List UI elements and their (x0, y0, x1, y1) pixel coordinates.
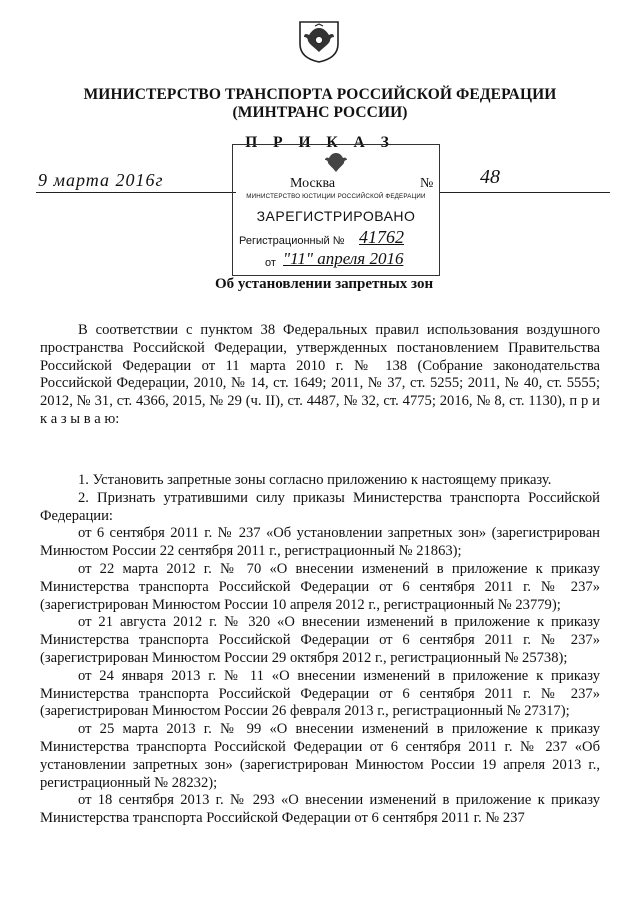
date-underline (36, 192, 236, 193)
ministry-name: МИНИСТЕРСТВО ТРАНСПОРТА РОССИЙСКОЙ ФЕДЕРАЦИИ (83, 86, 557, 103)
stamp-date-prefix: от (265, 257, 276, 269)
order-subject: Об установлении запретных зон (215, 276, 434, 292)
order-item: от 18 сентября 2013 г. № 293 «О внесении изменений в приложение к приказу Министерства транспорта Российской Федерации от 6 сентября 2011 г. № 237 (40, 792, 600, 827)
order-item: 2. Признать утратившими силу приказы Министерства транспорта Российской Федерации: (40, 489, 600, 524)
number-handwritten: 48 (480, 166, 500, 188)
coat-of-arms-emblem (296, 18, 342, 64)
order-item: 1. Установить запретные зоны согласно приложению к настоящему приказу. (78, 472, 552, 488)
eagle-icon (323, 150, 349, 176)
order-item: от 6 сентября 2011 г. № 237 «Об установлении запретных зон» (зарегистрирован Минюстом России 22 сентября 2011 г., регистрационный № 21863); (40, 525, 600, 560)
ministry-abbrev: (МИНТРАНС РОССИИ) (232, 104, 408, 121)
order-item: от 24 января 2013 г. № 11 «О внесении изменений в приложение к приказу Министерства транспорта Российской Федерации от 6 сентября 2011 г. № 237» (зарегистрирован Минюстом России 26 февраля 2013 г., регистрационный № 27317); (40, 667, 600, 720)
registration-stamp (232, 144, 440, 276)
stamp-reg-date: "11" апреля 2016 (283, 249, 404, 268)
stamp-reg-label: Регистрационный № (239, 235, 345, 247)
order-item: от 22 марта 2012 г. № 70 «О внесении изменений в приложение к приказу Министерства транспорта Российской Федерации от 6 сентября 2011 г. № 237» (зарегистрирован Минюстом России 10 апреля 2012 г., регистрационный № 23779); (40, 560, 600, 613)
order-item: от 25 марта 2013 г. № 99 «О внесении изменений в приложение к приказу Министерства транспорта Российской Федерации от 6 сентября 2011 г. № 237 «Об установлении запретных зон» (зарегистрирован Минюстом России 19 апреля 2013 г., регистрационный № 28232); (40, 721, 600, 791)
stamp-issuer: МИНИСТЕРСТВО ЮСТИЦИИ РОССИЙСКОЙ ФЕДЕРАЦИИ (246, 193, 426, 200)
order-item: от 21 августа 2012 г. № 320 «О внесении изменений в приложение к приказу Министерства транспорта Российской Федерации от 6 сентября 2011 г. № 237» (зарегистрирован Минюстом России 29 октября 2012 г., регистрационный № 25738); (40, 614, 600, 666)
number-label: № (420, 176, 434, 191)
date-handwritten: 9 марта 2016г (38, 170, 164, 190)
city: Москва (290, 176, 336, 191)
orders-section (40, 472, 600, 828)
stamp-status: ЗАРЕГИСТРИРОВАНО (256, 208, 416, 224)
stamp-reg-number: 41762 (359, 227, 404, 247)
document-type: П Р И К А З (245, 134, 395, 151)
preamble-paragraph: В соответствии с пунктом 38 Федеральных правил использования воздушного пространства Российской Федерации, утвержденных постановлением Правительства Российской Федерации от 11 марта 2010 г. № 138 (Собрание законодательства Российской Федерации, 2010, № 14, ст. 1649; 2011, № 37, ст. 5255; 2011, № 40, ст. 5555; 2012, № 31, ст. 4366, 2015, № 29 (ч. II), ст. 4487, № 32, ст. 4775; 2016, № 8, ст. 1130), п р и к а з ы в а ю: (40, 322, 600, 427)
number-underline (440, 192, 610, 193)
